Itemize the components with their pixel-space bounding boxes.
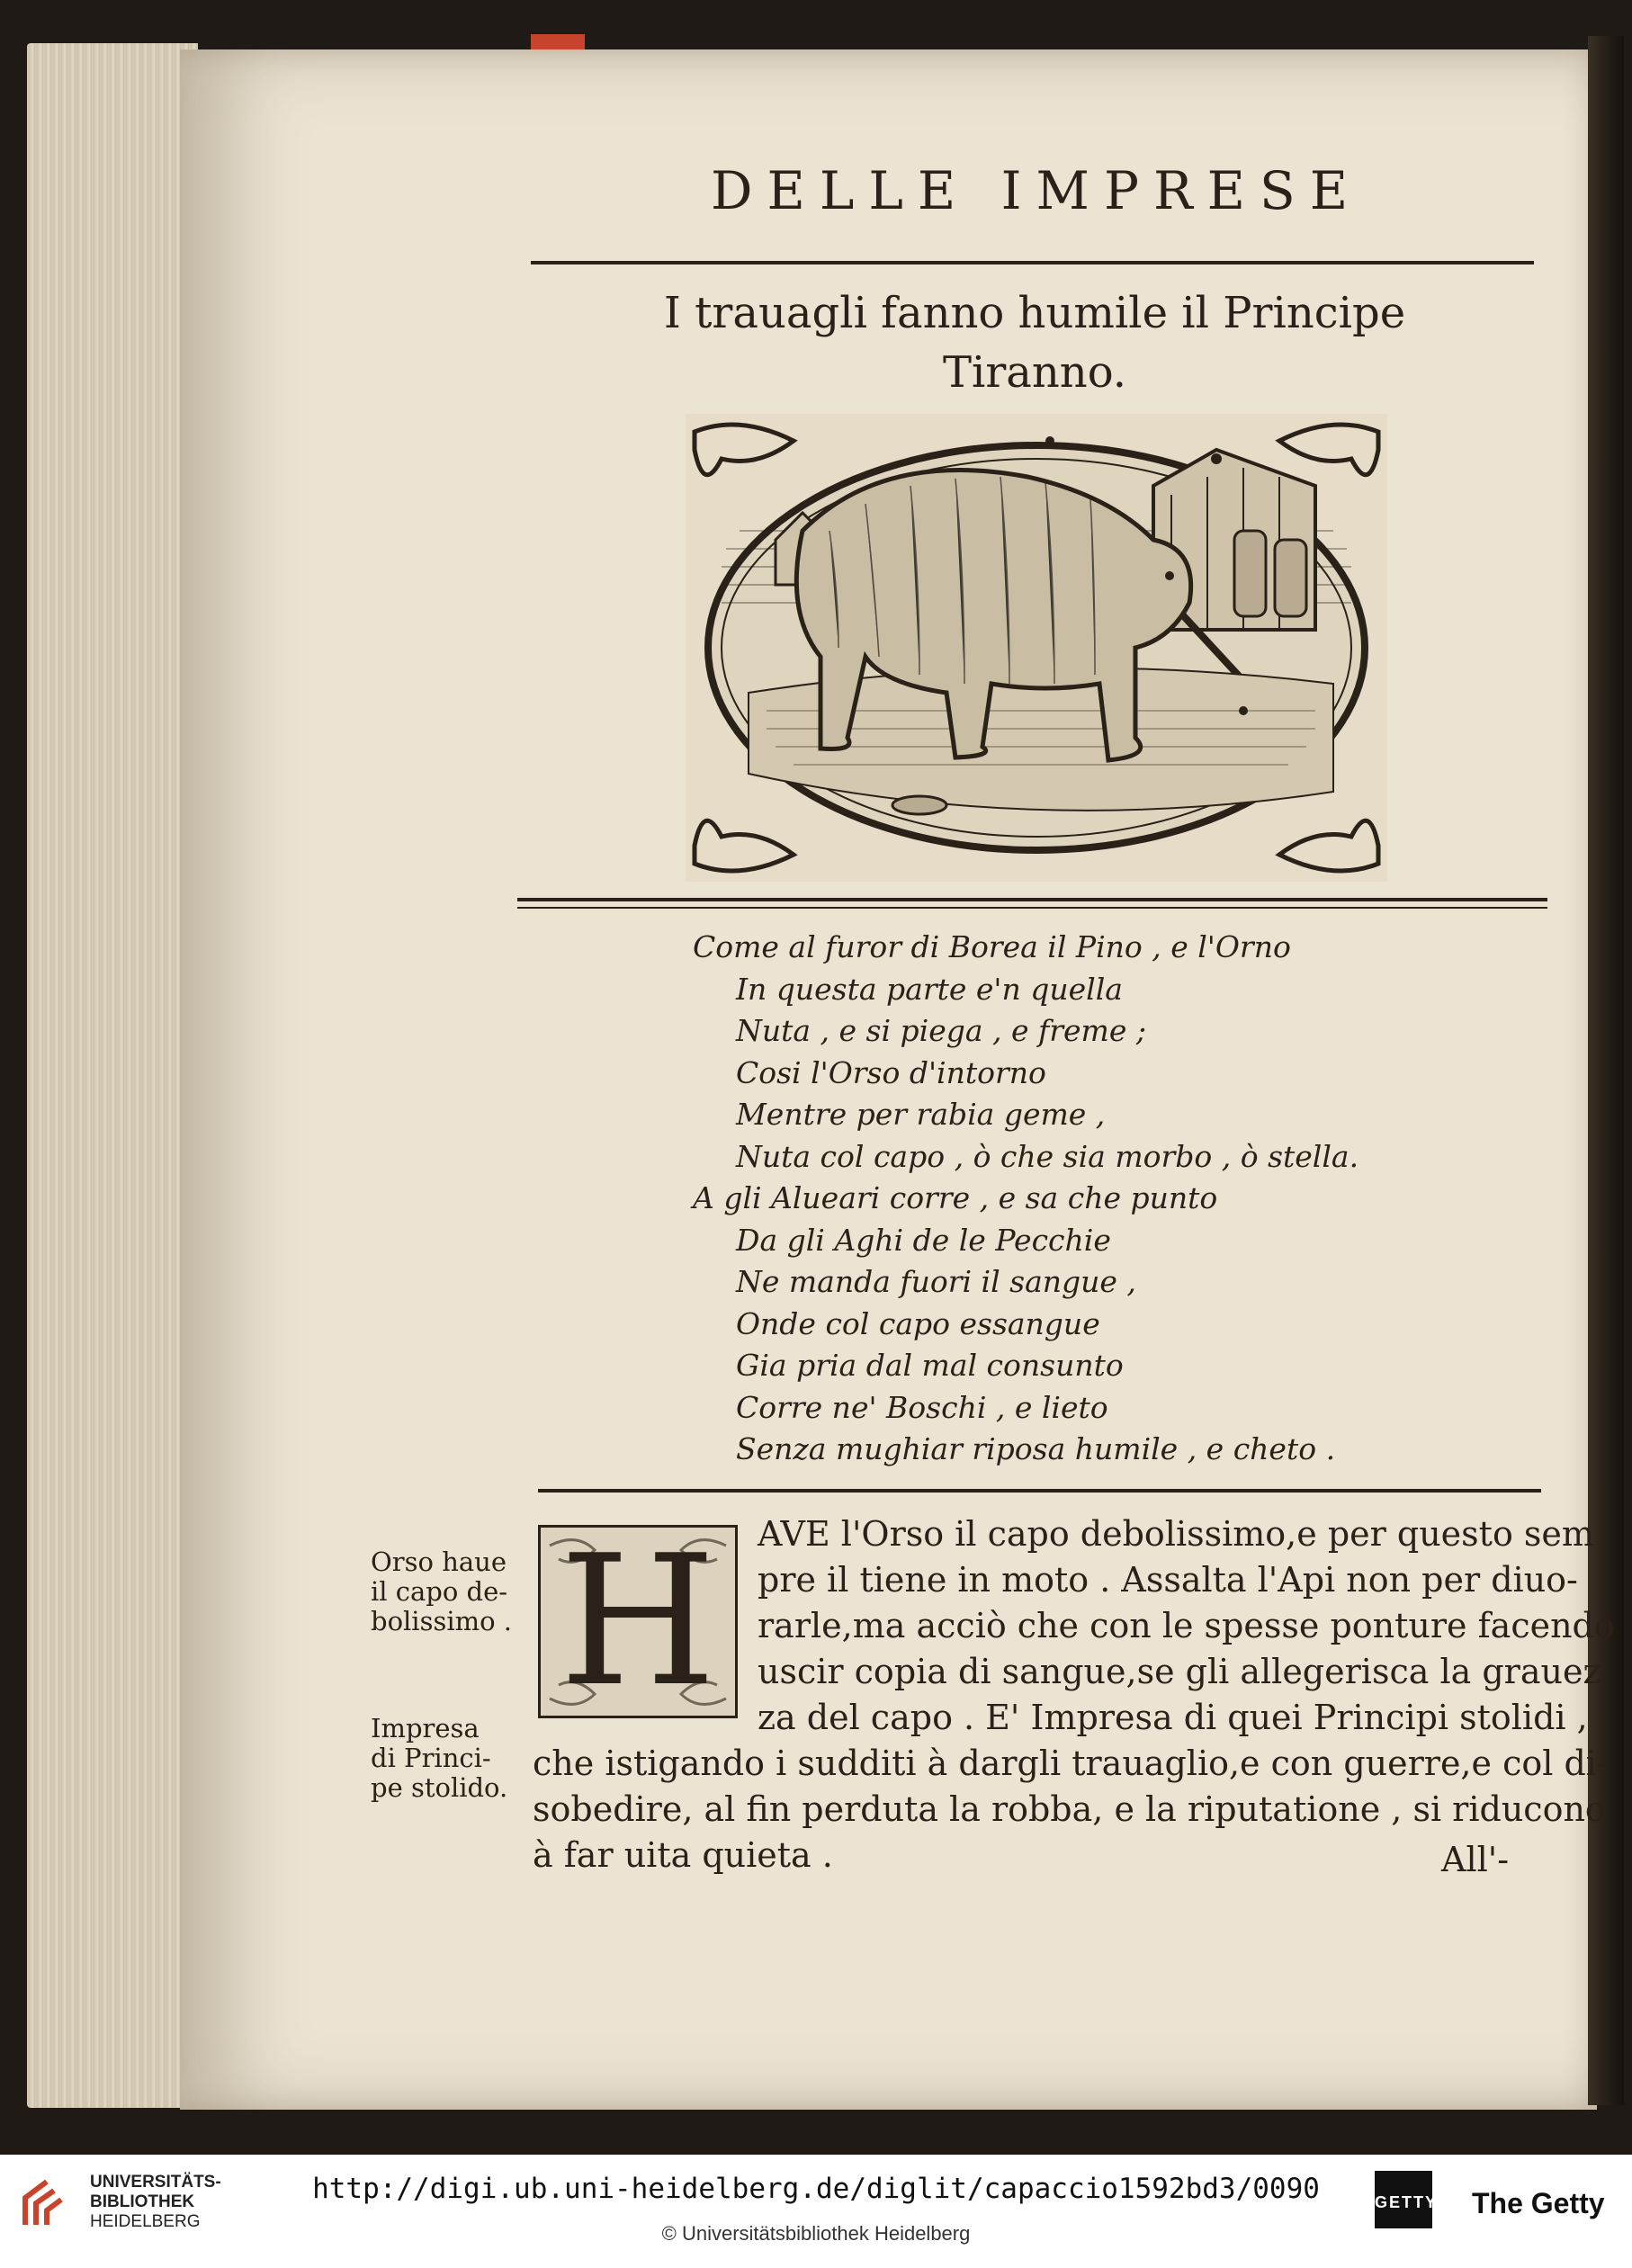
poem-line: Corre ne' Boschi , e lieto <box>736 1389 1108 1425</box>
book-page-edges <box>27 43 198 2108</box>
marginal-line: bolissimo . <box>371 1606 513 1636</box>
motto-line-2: Tiranno. <box>942 347 1127 398</box>
poem-line: Ne manda fuori il sangue , <box>736 1264 1136 1299</box>
marginal-line: pe stolido. <box>371 1772 508 1803</box>
ub-line: UNIVERSITÄTS- <box>90 2173 221 2192</box>
poem-line: Da gli Aghi de le Pecchie <box>736 1222 1111 1258</box>
poem-line: Gia pria dal mal consunto <box>736 1348 1124 1383</box>
running-head: DELLE IMPRESE <box>711 160 1363 221</box>
footer-bar <box>0 2155 1632 2268</box>
marginal-note-1 <box>371 1547 512 1636</box>
poem-line: Nuta col capo , ò che sia morbo , ò stella. <box>736 1138 1359 1174</box>
decorated-initial <box>538 1517 738 1726</box>
prose-line: za del capo . E' Impresa di quei Principi stolidi , <box>758 1698 1588 1737</box>
initial-letter: H <box>559 1517 717 1726</box>
poem-line: Nuta , e si piega , e freme ; <box>736 1013 1146 1048</box>
prose-line: sobedire, al fin perduta la robba, e la riputatione , si riducono <box>533 1789 1606 1829</box>
getty-label: The Getty <box>1472 2187 1605 2219</box>
poem-line: Mentre per rabia geme , <box>736 1097 1106 1132</box>
marginal-note-2 <box>371 1714 507 1803</box>
copyright-notice: © Universitätsbibliothek Heidelberg <box>661 2222 971 2245</box>
poem-line: Senza mughiar riposa humile , e cheto . <box>736 1431 1336 1466</box>
prose-line: uscir copia di sangue,se gli allegerisca la grauez <box>758 1652 1601 1691</box>
marginal-line: di Princi- <box>371 1743 491 1773</box>
prose-line: che istigando i sudditi à dargli trauaglio,e con guerre,e col di- <box>533 1744 1609 1783</box>
woodcut-bear-beehives-icon <box>686 414 1387 882</box>
poem-rule <box>538 1489 1541 1493</box>
illustration-rule <box>517 898 1547 901</box>
permalink-url[interactable]: http://digi.ub.uni-heidelberg.de/diglit/capaccio1592bd3/0090 <box>312 2173 1320 2205</box>
ub-line: BIBLIOTHEK <box>90 2192 195 2211</box>
prose-line: AVE l'Orso il capo debolissimo,e per questo sem <box>758 1514 1594 1554</box>
poem-line: In questa parte e'n quella <box>736 971 1123 1007</box>
poem-line: Onde col capo essangue <box>736 1305 1100 1341</box>
getty-mark-text: GETTY <box>1375 2193 1439 2211</box>
illustration-rule-thin <box>517 907 1547 909</box>
prose-line: pre il tiene in moto . Assalta l'Api non per diuo- <box>758 1560 1578 1600</box>
poem-line: Come al furor di Borea il Pino , e l'Orno <box>693 929 1291 964</box>
marginal-line: Orso haue <box>371 1546 507 1577</box>
impresa-motto <box>630 283 1439 402</box>
motto-line-1: I trauagli fanno humile il Principe <box>663 288 1406 338</box>
catchword: All'- <box>1441 1840 1510 1879</box>
getty-logo-icon <box>1375 2171 1439 2228</box>
poem <box>693 927 1359 1471</box>
ub-line: HEIDELBERG <box>90 2212 201 2231</box>
poem-line: A gli Alueari corre , e sa che punto <box>693 1180 1218 1215</box>
prose-line: à far uita quieta . <box>533 1835 833 1875</box>
marginal-line: Impresa <box>371 1713 480 1744</box>
poem-line: Cosi l'Orso d'intorno <box>736 1054 1046 1090</box>
header-rule <box>531 261 1534 264</box>
marginal-line: il capo de- <box>371 1576 508 1607</box>
prose-line: rarle,ma acciò che con le spesse ponture facendo <box>758 1606 1615 1645</box>
